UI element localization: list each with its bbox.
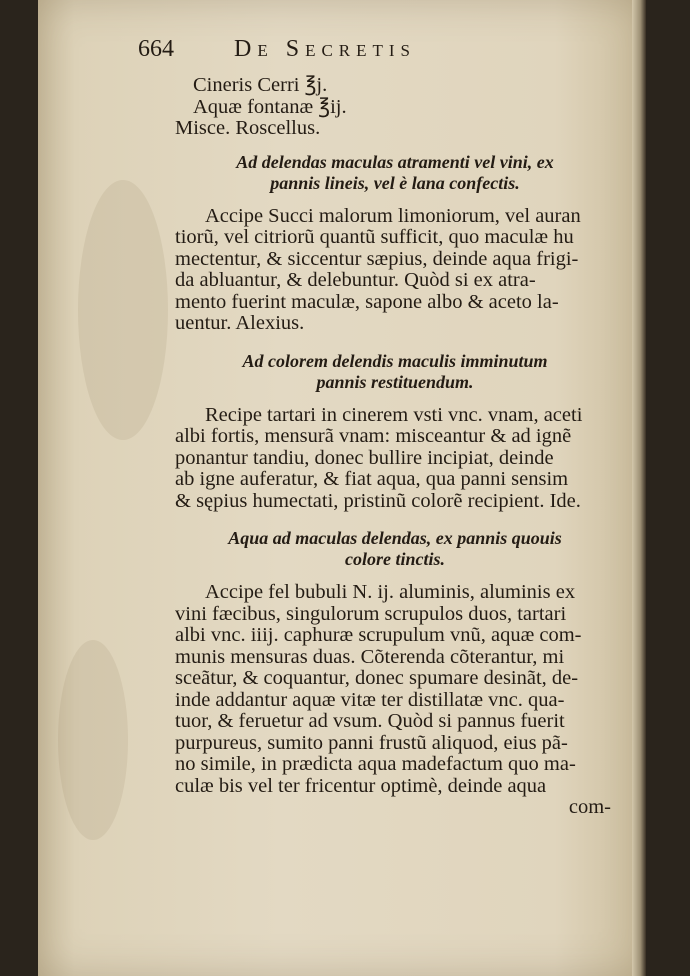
paragraph-line: Accipe fel bubuli N. ij. aluminis, aluminis ex	[205, 581, 576, 603]
recipe-line: Aquæ fontanæ ℥ij.	[193, 95, 347, 118]
paragraph-line: mento fuerint maculæ, sapone albo & aceto la-	[175, 290, 559, 313]
paper-stain	[58, 640, 128, 840]
section-heading: colore tinctis.	[345, 549, 445, 569]
paragraph-line: da abluantur, & delebuntur. Quòd si ex atra-	[175, 269, 536, 291]
paragraph-line: & sępius humectati, pristinũ colorẽ recipient. Ide.	[175, 489, 581, 512]
paragraph-line: mectentur, & siccentur sæpius, deinde aqua frigi-	[175, 247, 579, 270]
page-text	[175, 75, 615, 819]
paragraph-line: ab igne auferatur, & fiat aqua, qua panni sensim	[175, 468, 569, 490]
paragraph-line: albi vnc. iiij. caphuræ scrupulum vnũ, aquæ com-	[175, 624, 582, 646]
catchword: com-	[568, 796, 611, 818]
paragraph-line: purpureus, sumito panni frustũ aliquod, eius pã-	[175, 731, 568, 754]
paragraph-line: no simile, in prædicta aqua madefactum quo ma-	[175, 753, 576, 775]
section-heading: Ad delendas maculas atramenti vel vini, ex	[236, 151, 554, 172]
paragraph-line: Accipe Succi malorum limoniorum, vel auran	[205, 204, 581, 227]
paragraph-line: tiorũ, vel citriorũ quantũ sufficit, quo maculæ hu	[175, 226, 574, 248]
paragraph-line: albi fortis, mensurã vnam: misceantur & ad ignẽ	[175, 425, 572, 447]
section-heading: pannis lineis, vel è lana confectis.	[270, 172, 520, 193]
recipe-line: Cineris Cerri ℥j.	[193, 74, 328, 96]
section-heading: pannis restituendum.	[316, 371, 474, 392]
paragraph-line: munis mensuras duas. Cõterenda cõterantur, mi	[175, 645, 565, 668]
page-header	[138, 36, 548, 70]
paragraph-line: sceãtur, & coquantur, donec spumare desinãt, de-	[175, 667, 579, 689]
paragraph-line: vini fæcibus, singulorum scrupulos duos, tartari	[175, 602, 567, 625]
paragraph-line: ponantur tandiu, donec bullire incipiat, deinde	[175, 446, 554, 469]
page-edge-shadow	[632, 0, 646, 976]
page-number: 664	[138, 36, 174, 62]
paragraph-line: inde addantur aquæ vitæ ter distillatæ vnc. qua-	[175, 688, 565, 711]
paragraph-line: uentur. Alexius.	[175, 312, 305, 334]
running-title: De Secretis	[234, 36, 417, 62]
paragraph-line: Recipe tartari in cinerem vsti vnc. vnam, aceti	[205, 403, 583, 426]
paragraph-line: tuor, & feruetur ad vsum. Quòd si pannus fuerit	[175, 710, 565, 732]
paragraph-line: culæ bis vel ter fricentur optimè, deinde aqua	[175, 774, 547, 797]
paper-stain	[78, 180, 168, 440]
section-heading: Ad colorem delendis maculis imminutum	[242, 350, 548, 371]
recipe-line: Misce. Roscellus.	[175, 117, 321, 139]
section-heading: Aqua ad maculas delendas, ex pannis quouis	[228, 528, 562, 548]
